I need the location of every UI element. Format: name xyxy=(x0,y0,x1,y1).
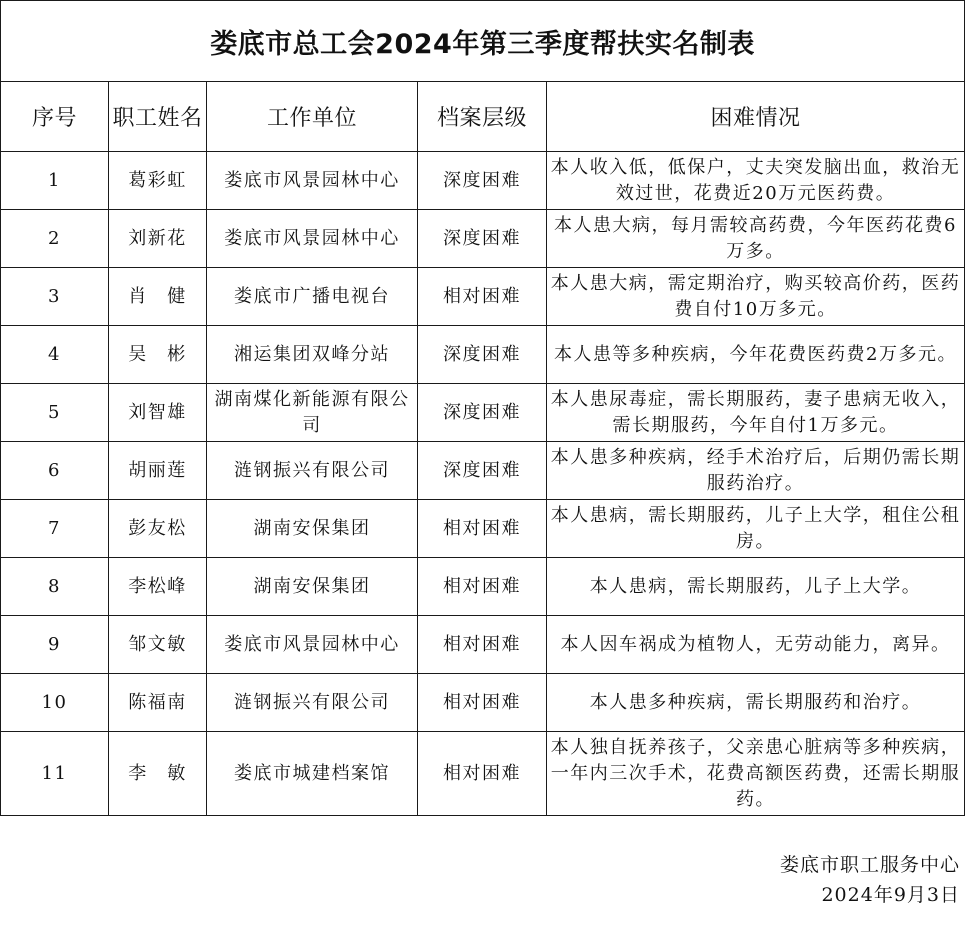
row-name: 陈福南 xyxy=(109,674,207,732)
row-name: 刘新花 xyxy=(109,210,207,268)
row-situation: 本人患尿毒症，需长期服药，妻子患病无收入，需长期服药，今年自付1万多元。 xyxy=(547,384,965,442)
row-unit: 湖南煤化新能源有限公司 xyxy=(207,384,418,442)
table-row xyxy=(1,500,965,558)
row-name: 葛彩虹 xyxy=(109,152,207,210)
row-level: 深度困难 xyxy=(418,384,547,442)
header-situation: 困难情况 xyxy=(547,82,965,152)
row-unit: 涟钢振兴有限公司 xyxy=(207,442,418,500)
row-index: 3 xyxy=(1,268,109,326)
row-level: 深度困难 xyxy=(418,326,547,384)
row-level: 相对困难 xyxy=(418,558,547,616)
row-index: 1 xyxy=(1,152,109,210)
row-name: 吴 彬 xyxy=(109,326,207,384)
row-level: 相对困难 xyxy=(418,674,547,732)
header-index: 序号 xyxy=(1,82,109,152)
table-row xyxy=(1,326,965,384)
row-name: 刘智雄 xyxy=(109,384,207,442)
row-unit: 娄底市风景园林中心 xyxy=(207,210,418,268)
row-unit: 娄底市风景园林中心 xyxy=(207,152,418,210)
title-row xyxy=(1,1,965,82)
row-situation: 本人因车祸成为植物人，无劳动能力，离异。 xyxy=(547,616,965,674)
row-index: 10 xyxy=(1,674,109,732)
row-name: 李 敏 xyxy=(109,732,207,816)
row-unit: 娄底市风景园林中心 xyxy=(207,616,418,674)
table-row xyxy=(1,210,965,268)
row-name: 肖 健 xyxy=(109,268,207,326)
row-unit: 湖南安保集团 xyxy=(207,558,418,616)
row-unit: 湘运集团双峰分站 xyxy=(207,326,418,384)
row-name: 李松峰 xyxy=(109,558,207,616)
row-level: 深度困难 xyxy=(418,152,547,210)
table-title: 娄底市总工会2024年第三季度帮扶实名制表 xyxy=(1,1,965,82)
row-situation: 本人患大病，每月需较高药费，今年医药花费6万多。 xyxy=(547,210,965,268)
row-index: 11 xyxy=(1,732,109,816)
issue-date: 2024年9月3日 xyxy=(821,884,960,906)
header-level: 档案层级 xyxy=(418,82,547,152)
table-row xyxy=(1,268,965,326)
row-index: 6 xyxy=(1,442,109,500)
row-situation: 本人患多种疾病，经手术治疗后，后期仍需长期服药治疗。 xyxy=(547,442,965,500)
table-row xyxy=(1,732,965,816)
issuing-organization: 娄底市职工服务中心 xyxy=(779,854,960,876)
row-unit: 湖南安保集团 xyxy=(207,500,418,558)
row-unit: 涟钢振兴有限公司 xyxy=(207,674,418,732)
row-situation: 本人患病，需长期服药，儿子上大学，租住公租房。 xyxy=(547,500,965,558)
row-situation: 本人患病，需长期服药，儿子上大学。 xyxy=(547,558,965,616)
row-index: 9 xyxy=(1,616,109,674)
row-index: 7 xyxy=(1,500,109,558)
row-situation: 本人收入低，低保户，丈夫突发脑出血，救治无效过世，花费近20万元医药费。 xyxy=(547,152,965,210)
row-unit: 娄底市广播电视台 xyxy=(207,268,418,326)
row-level: 相对困难 xyxy=(418,616,547,674)
row-index: 5 xyxy=(1,384,109,442)
row-situation: 本人患大病，需定期治疗，购买较高价药，医药费自付10万多元。 xyxy=(547,268,965,326)
row-unit: 娄底市城建档案馆 xyxy=(207,732,418,816)
table-row xyxy=(1,442,965,500)
row-level: 相对困难 xyxy=(418,500,547,558)
row-situation: 本人患多种疾病，需长期服药和治疗。 xyxy=(547,674,965,732)
row-level: 深度困难 xyxy=(418,210,547,268)
table-row xyxy=(1,674,965,732)
row-index: 2 xyxy=(1,210,109,268)
header-name: 职工姓名 xyxy=(109,82,207,152)
header-row xyxy=(1,82,965,152)
table-row xyxy=(1,152,965,210)
row-level: 深度困难 xyxy=(418,442,547,500)
table-row xyxy=(1,384,965,442)
table-row xyxy=(1,616,965,674)
row-name: 胡丽莲 xyxy=(109,442,207,500)
row-level: 相对困难 xyxy=(418,268,547,326)
row-name: 邹文敏 xyxy=(109,616,207,674)
row-name: 彭友松 xyxy=(109,500,207,558)
row-index: 8 xyxy=(1,558,109,616)
row-situation: 本人患等多种疾病，今年花费医药费2万多元。 xyxy=(547,326,965,384)
header-unit: 工作单位 xyxy=(207,82,418,152)
row-index: 4 xyxy=(1,326,109,384)
row-situation: 本人独自抚养孩子，父亲患心脏病等多种疾病，一年内三次手术，花费高额医药费，还需长期服药。 xyxy=(547,732,965,816)
row-level: 相对困难 xyxy=(418,732,547,816)
table-row xyxy=(1,558,965,616)
